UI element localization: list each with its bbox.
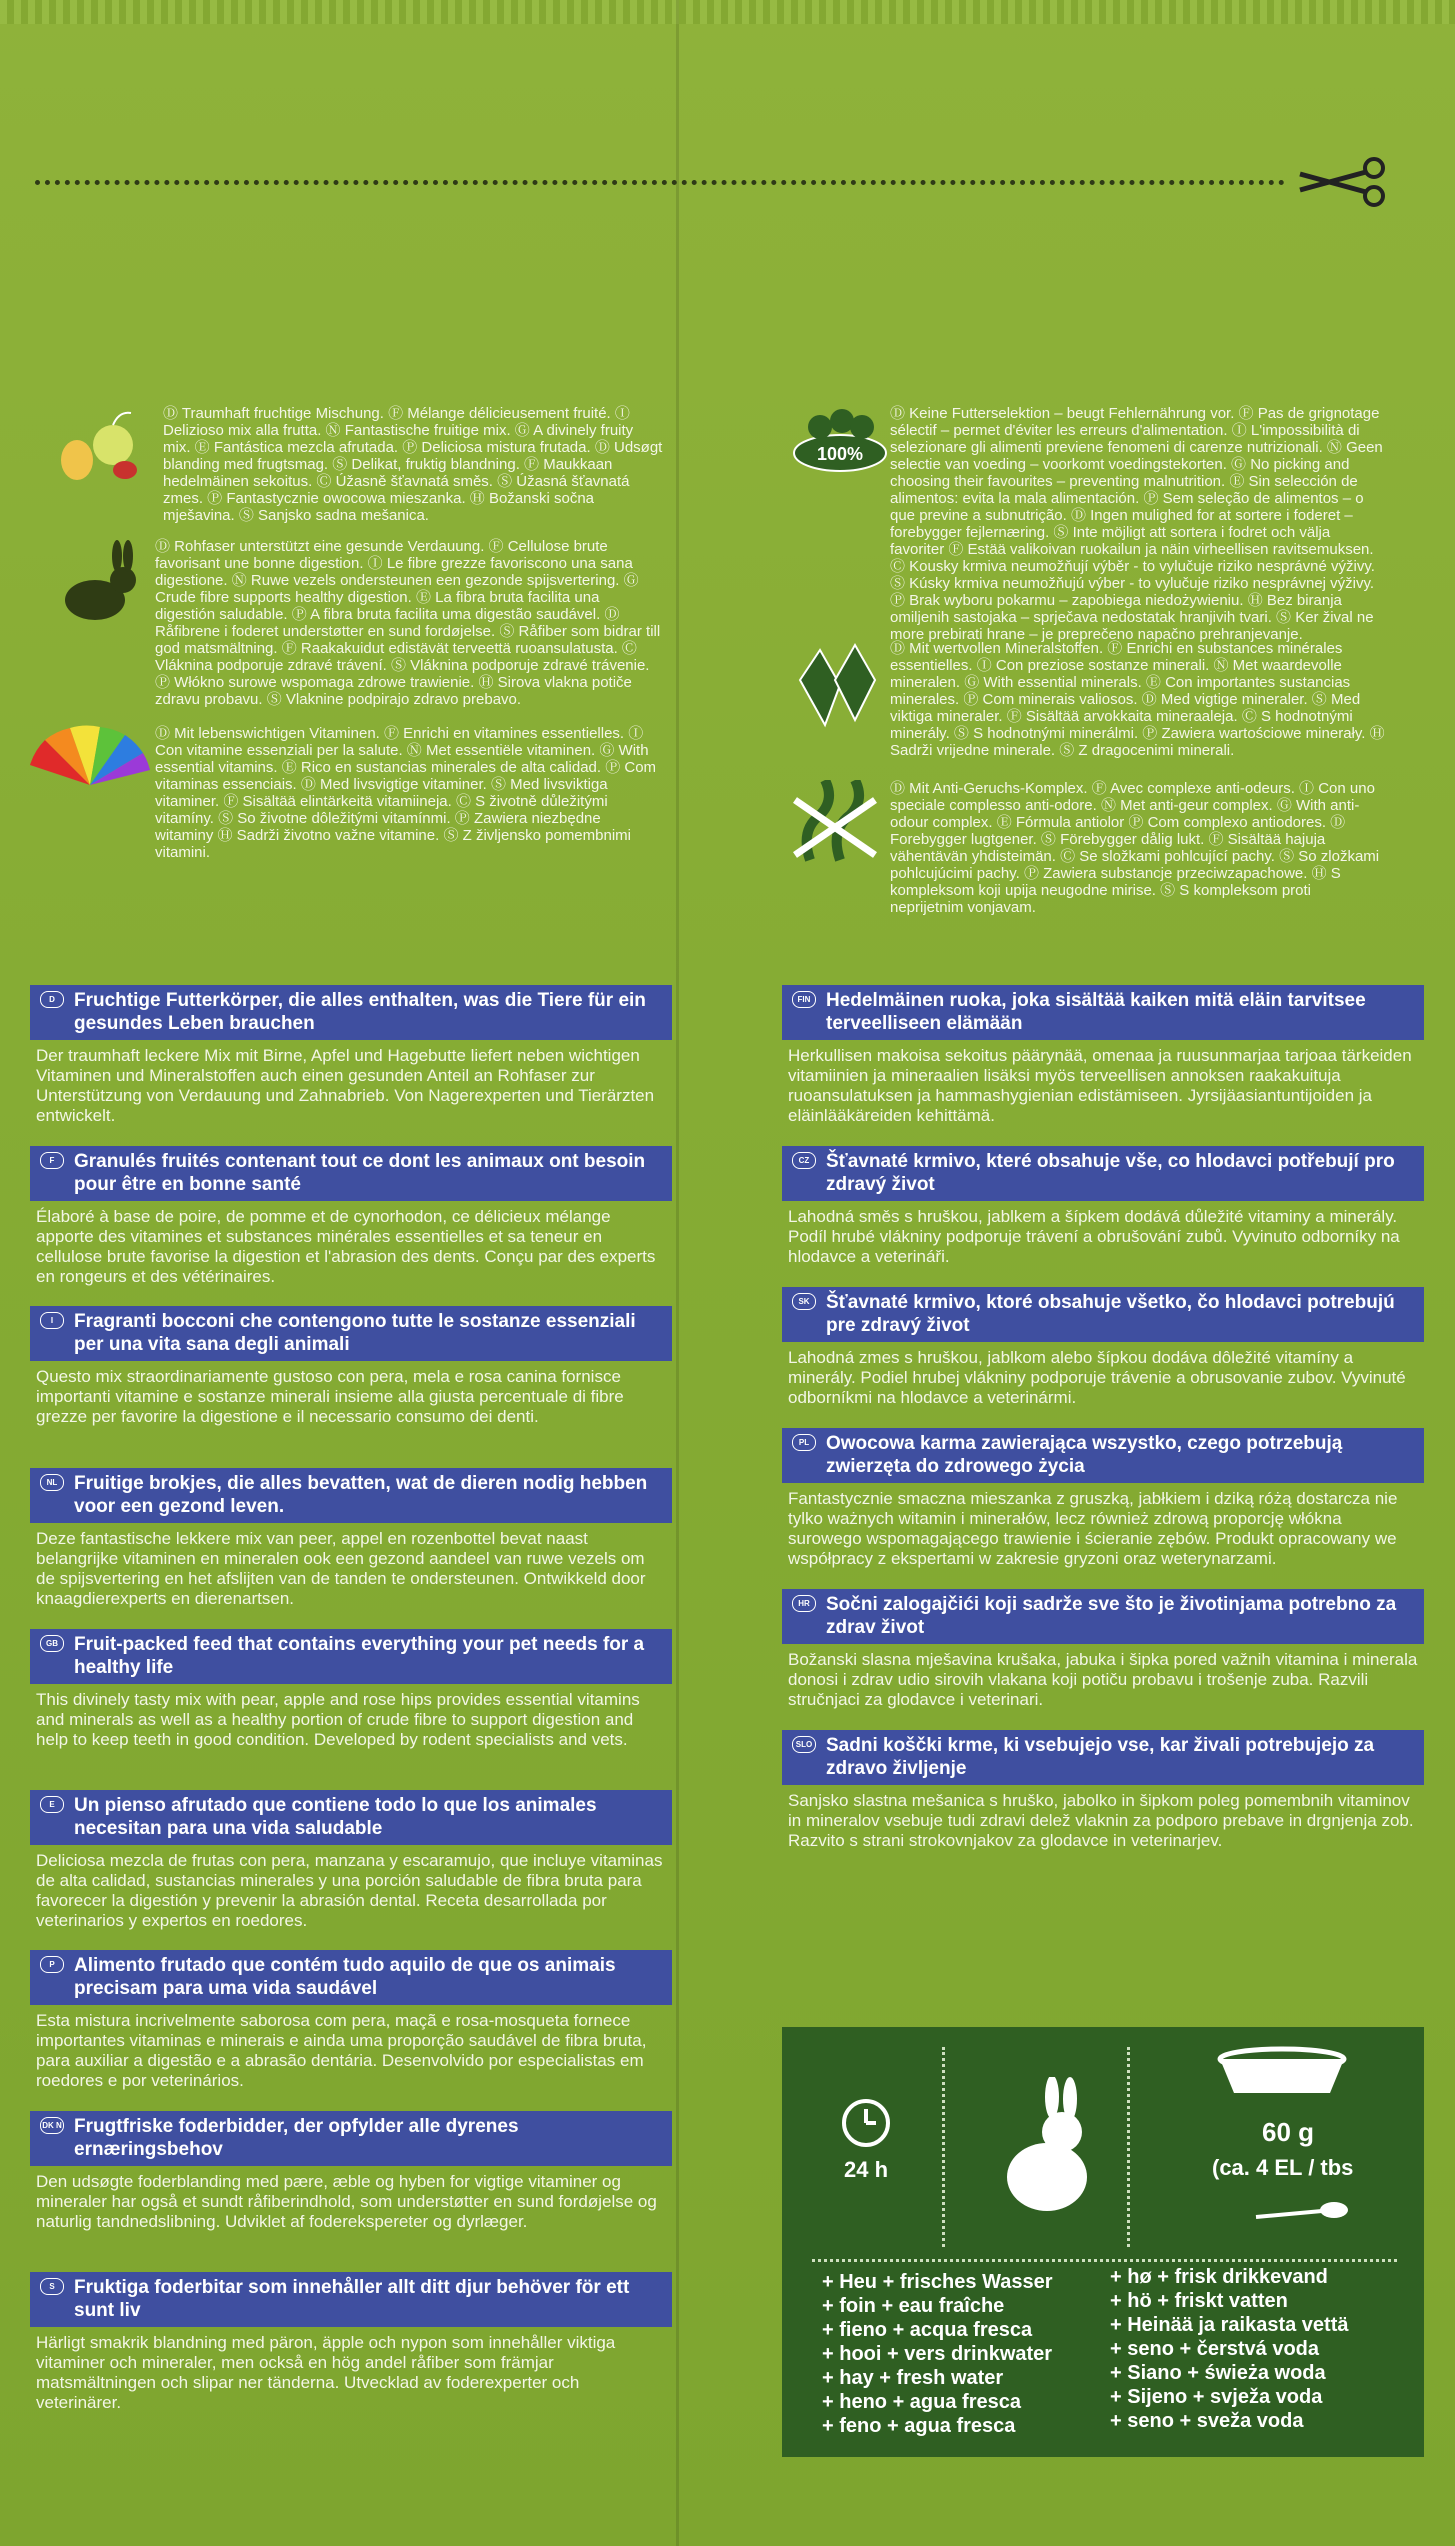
section-p <box>30 1950 672 2091</box>
section-body: Herkullisen makoisa sekoitus päärynää, omenaa ja ruusunmarjaa tarjoaa tärkeiden vitamiinien ja mineraalien lisäksi myös terveellisen annoksen raakakuituja ruoansulatuksen ja hammashygienian edistämiseen. Jyrsijäasiantuntijoiden ja eläinlääkäreiden kehittämä. <box>788 1046 1412 1125</box>
section-body: Élaboré à base de poire, de pomme et de cynorhodon, ce délicieux mélange apporte des vitamines et substances minérales essentielles et sa teneur en cellulose brute favorise la digestion et l'abrasion des dents. Conçu par des experts en rongeurs et des vétérinaires. <box>36 1207 656 1286</box>
feature-fruity-text: Ⓓ Traumhaft fruchtige Mischung. Ⓕ Mélange délicieusement fruité. Ⓘ Delizioso mix alla frutta. Ⓝ Fantastische fruitige mix. Ⓖ A divinely fruity mix. Ⓔ Fantástica mezcla afrutada. Ⓟ Deliciosa mistura frutada. Ⓓ Udsøgt blanding med frugtsmag. Ⓢ Delikat, fruktig blandning. Ⓕ Maukkaan hedelmäinen sekoitus. Ⓒ Úžasně šťavnatá směs. Ⓢ Úžasná šťavnatá zmes. Ⓟ Fantastycznie owocowa mieszanka. Ⓗ Božanski sočna mješavina. Ⓢ Sanjsko sadna mešanica. <box>163 405 663 524</box>
water-item: + Heinää ja raikasta vettä <box>1110 2314 1349 2336</box>
feature-no-selection-text: Ⓓ Keine Futterselektion – beugt Fehlernährung vor. Ⓕ Pas de grignotage sélectif – permet d'éviter les erreurs d'alimentation. Ⓘ L'impossibilità di selezionare gli alimenti previene fenomeni di carenze nutrizionali. Ⓝ Geen selectie van voeding – voorkomt voedingstekorten. Ⓖ No picking and choosing their favourites – preventing malnutrition. Ⓔ Sin selección de alimentos: evita la mala alimentación. Ⓟ Sem seleção de alimentos – o que previne a subnutrição. Ⓓ Ingen mulighed for at sortere i foderet – forebygger fejlernæring. Ⓢ Inte möjligt att sortera i fodret och välja favoriter Ⓕ Estää valikoivan ruokailun ja näin virheellisen ravitsemuksen. Ⓒ Kousky krmiva neumožňují výběr - to vylučuje riziko nesprávné výživy. Ⓢ Kúsky krmiva neumožňujú výber - to vylučuje riziko nesprávnej výživy. Ⓟ Brak wyboru pokarmu – zapobiega niedożywieniu. Ⓗ Bez biranja omiljenih sastojaka – sprječava nedostatak hranjivih tvari. Ⓢ Ker žival ne more prebirati hrane – je preprečeno napačno prehranjevanje. <box>890 405 1383 643</box>
daily-time-label: 24 h <box>844 2157 889 2182</box>
water-item: + hö + friskt vatten <box>1110 2290 1288 2312</box>
spoon-icon <box>1252 2195 1352 2225</box>
lang-badge: S <box>40 2278 64 2295</box>
water-item: + Siano + świeża woda <box>1110 2362 1326 2384</box>
water-item: + heno + agua fresca <box>822 2391 1021 2413</box>
daily-amount: 60 g <box>1262 2117 1315 2147</box>
water-list-left <box>822 2270 1053 2438</box>
section-title: Sadni koščki krme, ki vsebujejo vse, kar živali potrebujejo za zdravo življenje <box>826 1735 1375 1779</box>
feature-minerals-text: Ⓓ Mit wertvollen Mineralstoffen. Ⓕ Enrichi en substances minérales essentielles. Ⓘ Con preziose sostanze minerali. Ⓝ Met waardevolle mineralen. Ⓖ With essential minerals. Ⓔ Con importantes sustancias minerales. Ⓟ Com minerais valiosos. Ⓓ Med vigtige mineraler. Ⓢ Med viktiga mineraler. Ⓕ Sisältää arvokkaita mineraaleja. Ⓒ S hodnotnými minerály. Ⓢ S hodnotnými minerálmi. Ⓟ Zawiera wartościowe minerały. Ⓗ Sadrži vrijedne minerale. Ⓢ Z dragocenimi minerali. <box>890 640 1385 759</box>
feature-no-selection <box>790 405 1390 643</box>
section-nl <box>30 1468 672 1609</box>
section-dk-n <box>30 2111 672 2232</box>
feature-vitamins <box>25 725 665 885</box>
section-title: Owocowa karma zawierająca wszystko, czego potrzebują zwierzęta do zdrowego życia <box>826 1433 1343 1477</box>
section-title: Šťavnaté krmivo, které obsahuje vše, co hlodavci potřebují pro zdravý život <box>826 1151 1395 1195</box>
lang-badge: FIN <box>792 991 816 1008</box>
water-item: + feno + agua fresca <box>822 2415 1016 2437</box>
section-d <box>30 985 672 1126</box>
section-body: Der traumhaft leckere Mix mit Birne, Apfel und Hagebutte liefert neben wichtigen Vitaminen und Mineralstoffen auch einen gesunden Anteil an Rohfaser zur Unterstützung von Verdauung und Zahnabrieb. Von Nagerexperten und Tierärzten entwickelt. <box>36 1046 655 1125</box>
rabbit-icon <box>992 2077 1102 2217</box>
bag-fold <box>676 0 679 2546</box>
section-title: Sočni zalogajčići koji sadrže sve što je životinjama potrebno za zdrav život <box>826 1594 1397 1638</box>
section-hr <box>782 1589 1424 1710</box>
water-item: + hooi + vers drinkwater <box>822 2343 1053 2365</box>
food-bowl-icon <box>1212 2045 1352 2100</box>
section-title: Un pienso afrutado que contiene todo lo que los animales necesitan para una vida saludable <box>74 1795 597 1839</box>
section-body: Lahodná zmes s hruškou, jablkom alebo šípkou dodáva dôležité vitamíny a minerály. Podiel hrubej vlákniny podporuje trávenie a obrusovanie zubov. Vyvinuté odborníkmi na hlodavce a veterinármi. <box>788 1348 1406 1407</box>
section-f <box>30 1146 672 1287</box>
section-body: Božanski slasna mješavina krušaka, jabuka i šipka pored važnih vitamina i minerala donosi i zdrav udio sirovih vlakana koji potiču probavu i trošenje zuba. Razvili stručnjaci za glodavce i veterinari. <box>788 1650 1418 1709</box>
section-body: Fantastycznie smaczna mieszanka z gruszką, jabłkiem i dziką różą dostarcza nie tylko ważnych witamin i minerałów, lecz również zdrową proporcję włókna surowego wspomagającego trawienie i ścieranie zębów. Produkt opracowany we współpracy z ekspertami w zakresie gryzoni oraz weterynarzami. <box>788 1489 1398 1568</box>
section-title: Alimento frutado que contém tudo aquilo de que os animais precisam para uma vida saudável <box>74 1955 616 1999</box>
lang-badge: PL <box>792 1434 816 1451</box>
section-body: This divinely tasty mix with pear, apple and rose hips provides essential vitamins and minerals as well as a healthy portion of crude fibre to support digestion and help to keep teeth in good condition. Developed by rodent specialists and vets. <box>36 1690 640 1749</box>
pellets-100-icon <box>790 405 890 475</box>
section-s <box>30 2272 672 2413</box>
water-item: + Heu + frisches Wasser <box>822 2271 1053 2293</box>
section-title: Frugtfriske foderbidder, der opfylder alle dyrenes ernæringsbehov <box>74 2116 519 2160</box>
water-list-right <box>1110 2265 1348 2433</box>
water-item: + hø + frisk drikkevand <box>1110 2266 1328 2288</box>
water-item: + seno + čerstvá voda <box>1110 2338 1320 2360</box>
lang-badge: DK N <box>40 2117 64 2134</box>
lang-badge: F <box>40 1152 64 1169</box>
section-title: Fragranti bocconi che contengono tutte le sostanze essenziali per una vita sana degli animali <box>74 1311 636 1355</box>
water-item: + Sijeno + svježa voda <box>1110 2386 1323 2408</box>
section-body: Den udsøgte foderblanding med pære, æble og hyben for vigtige vitaminer og mineraler har også et sundt råfiberindhold, som understøtter en sund fordøjelse og naturlig tandnedslibning. Udviklet af foderekspereter og dyrlæger. <box>36 2172 657 2231</box>
section-pl <box>782 1428 1424 1569</box>
section-title: Fruchtige Futterkörper, die alles enthalten, was die Tiere für ein gesundes Leben brauchen <box>74 990 646 1034</box>
section-i <box>30 1306 672 1427</box>
clock-icon <box>840 2097 892 2149</box>
feature-anti-odour <box>790 780 1390 930</box>
feature-vitamins-text: Ⓓ Mit lebenswichtigen Vitaminen. Ⓕ Enrichi en vitamines essentielles. Ⓘ Con vitamine essenziali per la salute. Ⓝ Met essentiële vitaminen. Ⓖ With essential vitamins. Ⓔ Rico en sustancias minerales de alta calidad. Ⓟ Com vitaminas essenciais. Ⓓ Med livsvigtige vitaminer. Ⓢ Med livsviktiga vitaminer. Ⓕ Sisältää elintärkeitä vitamiineja. Ⓒ S životně důležitými vitamíny. Ⓢ So životne dôležitými vitamínmi. Ⓟ Zawiera niezbędne witaminy Ⓗ Sadrži životno važne vitamine. Ⓢ Z življensko pomembnimi vitamini. <box>155 725 657 861</box>
lang-badge: SLO <box>792 1736 816 1753</box>
vitamin-fan-icon <box>25 725 155 795</box>
lang-badge: I <box>40 1312 64 1329</box>
section-e <box>30 1790 672 1931</box>
section-title: Hedelmäinen ruoka, joka sisältää kaiken mitä eläin tarvitsee terveelliseen elämään <box>826 990 1366 1034</box>
section-body: Sanjsko slastna mešanica s hruško, jabolko in šipkom poleg pomembnih vitaminov in mineralov vsebuje tudi zdravi delež vlaknin za podporo prebave in drgnjenja zob. Razvito s strani strokovnjakov za glodavce in veterinarjev. <box>788 1791 1414 1850</box>
lang-badge: CZ <box>792 1152 816 1169</box>
feature-fibre <box>55 538 665 708</box>
lang-badge: SK <box>792 1293 816 1310</box>
lang-badge: P <box>40 1956 64 1973</box>
section-slo <box>782 1730 1424 1851</box>
feature-fruity <box>55 405 665 545</box>
section-cz <box>782 1146 1424 1267</box>
water-item: + foin + eau fraîche <box>822 2295 1005 2317</box>
section-gb <box>30 1629 672 1750</box>
section-body: Deze fantastische lekkere mix van peer, appel en rozenbottel bevat naast belangrijke vitaminen en mineralen ook een gezond aandeel van ruwe vezels om de spijsvertering en het afslijten van de tanden te ondersteunen. Ontwikkeld door knaagdierexperts en dierenartsen. <box>36 1529 646 1608</box>
feature-minerals <box>790 640 1390 770</box>
section-title: Šťavnaté krmivo, ktoré obsahuje všetko, čo hlodavci potrebujú pre zdravý život <box>826 1292 1395 1336</box>
section-body: Lahodná směs s hruškou, jablkem a šípkem dodává důležité vitaminy a minerály. Podíl hrubé vlákniny podporuje trávení a obrušování zubů. Vyvinuto odborníky na hlodavce a veterináři. <box>788 1207 1400 1266</box>
lang-badge: GB <box>40 1635 64 1652</box>
section-body: Questo mix straordinariamente gustoso con pera, mela e rosa canina fornisce importanti vitamine e sostanze minerali insieme alla giusta percentuale di fibre grezze per favorire la digestione e il necessario consumo dei denti. <box>36 1367 624 1426</box>
amount-note: (ca. 4 EL / tbs <box>1212 2155 1354 2180</box>
section-title: Fruitige brokjes, die alles bevatten, wat de dieren nodig hebben voor een gezond leven. <box>74 1473 648 1517</box>
fruit-icon <box>55 405 160 485</box>
section-fin <box>782 985 1424 1126</box>
section-body: Deliciosa mezcla de frutas con pera, manzana y escaramujo, que incluye vitaminas de alta calidad, sustancias minerales y una porción saludable de fibra bruta para favorecer la digestión y prevenir la abrasión dental. Receta desarrollada por veterinarios y expertos en roedores. <box>36 1851 663 1930</box>
water-item: + fieno + acqua fresca <box>822 2319 1033 2341</box>
section-body: Esta mistura incrivelmente saborosa com pera, maçã e rosa-mosqueta fornece importantes vitaminas e minerais e ainda uma proporção saudável de fibra bruta, para auxiliar a digestão e a abrasão dentária. Desenvolvido por especialistas em roedores e por veterinários. <box>36 2011 647 2090</box>
section-sk <box>782 1287 1424 1408</box>
feature-anti-odour-text: Ⓓ Mit Anti-Geruchs-Komplex. Ⓕ Avec complexe anti-odeurs. Ⓘ Con uno speciale complesso anti-odore. Ⓝ Met anti-geur complex. Ⓖ With anti-odour complex. Ⓔ Fórmula antiolor Ⓟ Com complexo antiodores. Ⓓ Forebygger lugtgener. Ⓢ Förebygger dålig lukt. Ⓕ Sisältää hajuja vähentävän yhdisteimän. Ⓒ Se složkami pohlcující pachy. Ⓢ So zložkami pohlcujúcimi pachy. Ⓟ Zawiera substancje przeciwzapachowe. Ⓗ S kompleksom koji upija neugodne mirise. Ⓢ S kompleksom proti neprijetnim vonjavam. <box>890 780 1380 916</box>
mineral-crystal-icon <box>790 640 880 730</box>
section-title: Fruit-packed feed that contains everything your pet needs for a healthy life <box>74 1634 645 1678</box>
water-item: + seno + sveža voda <box>1110 2410 1304 2432</box>
lang-badge: E <box>40 1796 64 1813</box>
lang-badge: HR <box>792 1595 816 1612</box>
tear-line <box>35 180 1285 185</box>
feeding-guide-panel <box>782 2027 1424 2457</box>
section-title: Fruktiga foderbitar som innehåller allt ditt djur behöver för ett sunt liv <box>74 2277 630 2321</box>
lang-badge: D <box>40 991 64 1008</box>
feature-fibre-text: Ⓓ Rohfaser unterstützt eine gesunde Verdauung. Ⓕ Cellulose brute favorisant une bonne digestion. Ⓘ Le fibre grezze favoriscono una sana digestione. Ⓝ Ruwe vezels ondersteunen een gezonde spijsvertering. Ⓖ Crude fibre supports healthy digestion. Ⓔ La fibra bruta facilita una digestión saludable. Ⓟ A fibra bruta facilita uma digestão saudável. Ⓓ Råfibrene i foderet understøtter en sund fordøjelse. Ⓢ Råfiber som bidrar till god matsmältning. Ⓕ Raakakuidut edistävät terveettä ruoansulatusta. Ⓒ Vláknina podporuje zdravé trávení. Ⓢ Vláknina podporuje zdravé trávenie. Ⓟ Włókno surowe wspomaga zdrowe trawienie. Ⓗ Sirova vlakna potiče zdravu probavu. Ⓢ Vlaknine podpirajo zdravo prebavo. <box>155 538 661 708</box>
scissors-icon <box>1296 156 1392 208</box>
bag-seal-edge <box>0 0 1455 24</box>
lang-badge: NL <box>40 1474 64 1491</box>
water-item: + hay + fresh water <box>822 2367 1004 2389</box>
anti-odour-icon <box>790 780 880 870</box>
pellets-badge: 100% <box>816 444 864 464</box>
section-title: Granulés fruités contenant tout ce dont les animaux ont besoin pour être en bonne santé <box>74 1151 646 1195</box>
section-body: Härligt smakrik blandning med päron, äpple och nypon som innehåller viktiga vitaminer och mineraler, men också en hög andel råfiber som främjar matsmältningen och slipar ner tänderna. Utvecklad av foderexperter och veterinärer. <box>36 2333 616 2412</box>
rabbit-icon <box>55 538 155 628</box>
